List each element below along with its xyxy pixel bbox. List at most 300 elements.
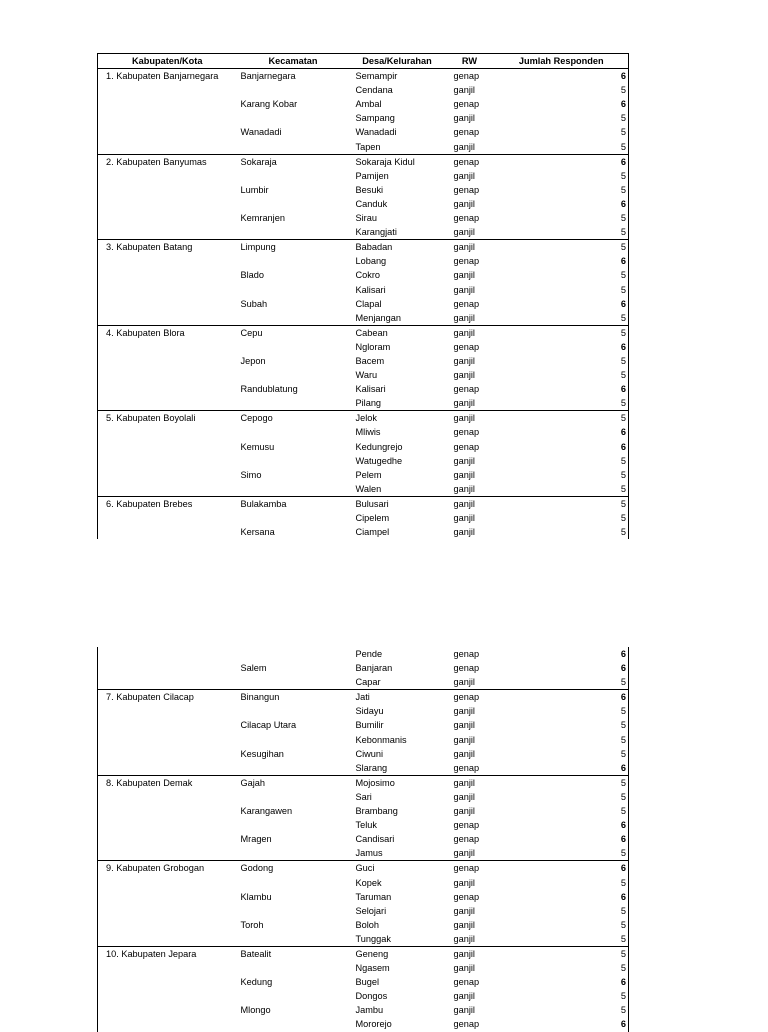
kabupaten-cell [98, 890, 237, 904]
kabupaten-cell [98, 340, 237, 354]
jumlah-responden-cell: 6 [495, 818, 629, 832]
desa-cell: Semampir [350, 69, 445, 84]
table-row [98, 675, 629, 690]
kecamatan-cell [237, 197, 350, 211]
desa-cell: Jati [350, 690, 445, 705]
kecamatan-cell: Gajah [237, 775, 350, 790]
kecamatan-cell: Kemusu [240, 441, 275, 452]
jumlah-responden-cell: 6 [495, 425, 629, 439]
table-row [98, 396, 629, 411]
jumlah-responden-cell: 5 [495, 240, 629, 255]
kecamatan-cell [237, 989, 350, 1003]
desa-cell: Cipelem [355, 513, 390, 523]
jumlah-responden-cell: 6 [495, 690, 629, 705]
rw-cell: genap [445, 154, 495, 169]
kabupaten-cell: 7. Kabupaten Cilacap [98, 690, 237, 705]
jumlah-responden-cell: 5 [495, 961, 629, 975]
table-row [98, 761, 629, 776]
desa-cell: Bumilir [355, 720, 384, 731]
desa-cell: Boloh [355, 919, 379, 930]
desa-cell: Guci [350, 861, 445, 876]
desa-cell: Kebonmanis [355, 734, 407, 745]
table-row [98, 904, 629, 918]
table-row [98, 482, 629, 497]
jumlah-responden-cell: 6 [495, 1017, 629, 1031]
kecamatan-cell [237, 761, 350, 776]
kabupaten-cell [98, 675, 237, 690]
table-row [98, 961, 629, 975]
jumlah-responden-cell: 5 [495, 946, 629, 961]
table-row [98, 125, 629, 139]
kecamatan-cell: Banjarnegara [237, 69, 350, 84]
rw-cell: ganjil [453, 905, 475, 916]
jumlah-responden-cell: 6 [495, 297, 629, 311]
kabupaten-cell: 2. Kabupaten Banyumas [98, 154, 237, 169]
desa-cell: Tunggak [355, 933, 391, 944]
rw-cell: ganjil [445, 496, 495, 511]
kecamatan-cell [237, 283, 350, 297]
header-desa: Desa/Kelurahan [350, 54, 445, 69]
rw-cell: ganjil [445, 240, 495, 255]
jumlah-responden-cell: 6 [495, 647, 629, 661]
table-row [98, 876, 629, 890]
kecamatan-cell: Blado [240, 270, 264, 281]
kabupaten-cell [98, 169, 237, 183]
kabupaten-cell [98, 961, 237, 975]
table-body-part-2 [98, 647, 629, 1032]
rw-cell: ganjil [453, 933, 475, 944]
rw-cell: genap [453, 256, 480, 267]
kabupaten-cell: 9. Kabupaten Grobogan [98, 861, 237, 876]
rw-cell: ganjil [453, 963, 475, 974]
rw-cell: ganjil [453, 677, 475, 688]
desa-cell: Bugel [355, 977, 379, 988]
table-row [98, 240, 629, 255]
rw-cell: genap [453, 1019, 480, 1030]
table-row [98, 1003, 629, 1017]
rw-cell: genap [453, 663, 480, 674]
kabupaten-cell [98, 647, 237, 661]
jumlah-responden-cell: 5 [495, 918, 629, 932]
kecamatan-cell [237, 818, 350, 832]
table-row [98, 804, 629, 818]
jumlah-responden-cell: 6 [495, 197, 629, 211]
rw-cell: genap [453, 977, 480, 988]
jumlah-responden-cell: 5 [495, 932, 629, 947]
jumlah-responden-cell: 5 [495, 525, 629, 539]
kabupaten-cell: 6. Kabupaten Brebes [98, 496, 237, 511]
jumlah-responden-cell: 5 [495, 675, 629, 690]
rw-cell: ganjil [453, 706, 475, 717]
table-row [98, 846, 629, 861]
kabupaten-cell [98, 111, 237, 125]
jumlah-responden-cell: 5 [495, 904, 629, 918]
kabupaten-cell [98, 718, 237, 732]
kecamatan-cell [237, 904, 350, 918]
table-row [98, 368, 629, 382]
jumlah-responden-cell: 5 [495, 704, 629, 718]
rw-cell: genap [453, 649, 480, 659]
desa-cell: Babadan [350, 240, 445, 255]
table-row [98, 254, 629, 268]
table-row [98, 647, 629, 661]
desa-cell: Mliwis [355, 427, 381, 438]
kabupaten-cell [98, 1003, 237, 1017]
desa-cell: Watugedhe [355, 455, 403, 466]
desa-cell: Ciwuni [355, 748, 384, 759]
kecamatan-cell [237, 254, 350, 268]
kabupaten-cell [98, 283, 237, 297]
kabupaten-cell [98, 790, 237, 804]
rw-cell: ganjil [445, 411, 495, 426]
rw-cell: ganjil [453, 734, 475, 745]
jumlah-responden-cell: 6 [495, 975, 629, 989]
table-row [98, 154, 629, 169]
rw-cell: genap [445, 690, 495, 705]
kecamatan-cell [237, 482, 350, 497]
rw-cell: ganjil [453, 370, 475, 381]
kecamatan-cell: Bulakamba [237, 496, 350, 511]
table-row [98, 325, 629, 340]
rw-cell: ganjil [453, 312, 475, 323]
kabupaten-cell [98, 733, 237, 747]
table-row [98, 511, 629, 525]
desa-cell: Taruman [355, 891, 392, 902]
kecamatan-cell [237, 368, 350, 382]
kabupaten-cell [98, 382, 237, 396]
rw-cell: genap [453, 762, 480, 773]
kecamatan-cell [237, 511, 350, 525]
kecamatan-cell [237, 704, 350, 718]
rw-cell: genap [453, 441, 480, 452]
kabupaten-cell: 4. Kabupaten Blora [98, 325, 237, 340]
table-row [98, 690, 629, 705]
kecamatan-cell: Subah [240, 298, 268, 309]
kabupaten-cell [98, 254, 237, 268]
rw-cell: ganjil [453, 1005, 475, 1016]
kecamatan-cell: Mragen [240, 834, 272, 845]
rw-cell: ganjil [453, 227, 475, 238]
kecamatan-cell: Mlongo [240, 1005, 271, 1016]
rw-cell: ganjil [453, 270, 475, 281]
kecamatan-cell: Klambu [240, 891, 272, 902]
kabupaten-cell [98, 268, 237, 282]
rw-cell: ganjil [453, 806, 475, 817]
rw-cell: ganjil [453, 284, 475, 295]
jumlah-responden-cell: 6 [495, 382, 629, 396]
kecamatan-cell [237, 733, 350, 747]
desa-cell: Pelem [355, 469, 382, 480]
table-row [98, 169, 629, 183]
kabupaten-cell [98, 511, 237, 525]
kabupaten-cell: 1. Kabupaten Banjarnegara [98, 69, 237, 84]
jumlah-responden-cell: 5 [495, 718, 629, 732]
kecamatan-cell [237, 169, 350, 183]
desa-cell: Ciampel [355, 527, 390, 538]
table-row [98, 946, 629, 961]
table-header-row [98, 54, 629, 69]
jumlah-responden-cell: 6 [495, 890, 629, 904]
kecamatan-cell: Sokaraja [237, 154, 350, 169]
kabupaten-cell: 5. Kabupaten Boyolali [98, 411, 237, 426]
kabupaten-cell [98, 989, 237, 1003]
jumlah-responden-cell: 5 [495, 496, 629, 511]
desa-cell: Kalisari [355, 384, 386, 395]
rw-cell: ganjil [453, 720, 475, 731]
jumlah-responden-cell: 6 [495, 661, 629, 675]
kabupaten-cell [98, 704, 237, 718]
jumlah-responden-cell: 5 [495, 775, 629, 790]
jumlah-responden-cell: 5 [495, 804, 629, 818]
desa-cell: Menjangan [355, 312, 401, 323]
jumlah-responden-cell: 5 [495, 225, 629, 240]
desa-cell: Jamus [355, 848, 383, 859]
table-row [98, 747, 629, 761]
desa-cell: Bulusari [350, 496, 445, 511]
kecamatan-cell: Salem [240, 663, 267, 674]
kabupaten-cell [98, 525, 237, 539]
jumlah-responden-cell: 5 [495, 83, 629, 97]
kabupaten-cell: 3. Kabupaten Batang [98, 240, 237, 255]
kabupaten-cell: 10. Kabupaten Jepara [98, 946, 237, 961]
kabupaten-cell [98, 354, 237, 368]
kecamatan-cell [237, 111, 350, 125]
rw-cell: ganjil [453, 141, 475, 152]
desa-cell: Teluk [355, 820, 377, 831]
rw-cell: ganjil [453, 991, 475, 1002]
jumlah-responden-cell: 5 [495, 283, 629, 297]
kecamatan-cell [237, 876, 350, 890]
kabupaten-cell [98, 468, 237, 482]
table-row [98, 818, 629, 832]
header-jumlah: Jumlah Responden [495, 54, 629, 69]
jumlah-responden-cell: 6 [495, 154, 629, 169]
table-row [98, 454, 629, 468]
table-row [98, 311, 629, 326]
jumlah-responden-cell: 5 [495, 125, 629, 139]
kecamatan-cell: Cepu [237, 325, 350, 340]
table-row [98, 496, 629, 511]
desa-cell: Slarang [355, 762, 388, 773]
jumlah-responden-cell: 5 [495, 211, 629, 225]
rw-cell: ganjil [453, 848, 475, 859]
table-row [98, 97, 629, 111]
kecamatan-cell [237, 846, 350, 861]
kecamatan-cell: Randublatung [240, 384, 298, 395]
jumlah-responden-cell: 5 [495, 183, 629, 197]
table-block-second [97, 647, 628, 1032]
jumlah-responden-cell: 5 [495, 140, 629, 155]
jumlah-responden-cell: 6 [495, 340, 629, 354]
kecamatan-cell: Godong [237, 861, 350, 876]
rw-cell: ganjil [445, 946, 495, 961]
jumlah-responden-cell: 5 [495, 511, 629, 525]
rw-cell: genap [445, 861, 495, 876]
rw-cell: ganjil [445, 775, 495, 790]
kecamatan-cell [237, 225, 350, 240]
kabupaten-cell [98, 368, 237, 382]
table-row [98, 411, 629, 426]
desa-cell: Waru [355, 370, 378, 381]
kabupaten-cell [98, 225, 237, 240]
table-row [98, 890, 629, 904]
kabupaten-cell [98, 425, 237, 439]
desa-cell: Canduk [355, 198, 388, 209]
desa-cell: Wanadadi [355, 127, 397, 138]
desa-cell: Jambu [355, 1005, 384, 1016]
kecamatan-cell [237, 675, 350, 690]
jumlah-responden-cell: 5 [495, 468, 629, 482]
rw-cell: genap [453, 213, 480, 224]
jumlah-responden-cell: 5 [495, 790, 629, 804]
desa-cell: Sirau [355, 213, 377, 224]
table-block-first [97, 53, 628, 539]
kecamatan-cell: Kemranjen [240, 213, 285, 224]
desa-cell: Karangjati [355, 227, 397, 238]
jumlah-responden-cell: 5 [495, 268, 629, 282]
desa-cell: Walen [355, 483, 382, 494]
kecamatan-cell [237, 425, 350, 439]
jumlah-responden-cell: 6 [495, 254, 629, 268]
desa-cell: Kedungrejo [355, 441, 403, 452]
rw-cell: genap [453, 184, 480, 195]
jumlah-responden-cell: 5 [495, 482, 629, 497]
kecamatan-cell [237, 932, 350, 947]
kecamatan-cell: Toroh [240, 919, 264, 930]
kabupaten-cell [98, 197, 237, 211]
rw-cell: genap [453, 891, 480, 902]
respondent-table-part-2 [97, 647, 629, 1032]
desa-cell: Cabean [350, 325, 445, 340]
jumlah-responden-cell: 5 [495, 454, 629, 468]
table-row [98, 183, 629, 197]
table-row [98, 861, 629, 876]
kabupaten-cell [98, 482, 237, 497]
jumlah-responden-cell: 5 [495, 169, 629, 183]
kecamatan-cell: Kersana [240, 527, 275, 538]
kecamatan-cell: Karang Kobar [240, 99, 298, 110]
rw-cell: ganjil [453, 527, 475, 538]
rw-cell: genap [453, 99, 480, 110]
kabupaten-cell [98, 904, 237, 918]
rw-cell: ganjil [453, 469, 475, 480]
kabupaten-cell [98, 97, 237, 111]
rw-cell: ganjil [453, 198, 475, 209]
jumlah-responden-cell: 5 [495, 876, 629, 890]
jumlah-responden-cell: 6 [495, 861, 629, 876]
rw-cell: ganjil [453, 791, 475, 802]
table-row [98, 775, 629, 790]
kecamatan-cell [237, 790, 350, 804]
rw-cell: ganjil [453, 919, 475, 930]
kecamatan-cell [237, 647, 350, 661]
kabupaten-cell [98, 83, 237, 97]
rw-cell: ganjil [453, 398, 475, 409]
kecamatan-cell: Kedung [240, 977, 273, 988]
kabupaten-cell [98, 832, 237, 846]
table-row [98, 425, 629, 439]
rw-cell: genap [453, 384, 480, 395]
desa-cell: Ngloram [355, 341, 391, 352]
desa-cell: Clapal [355, 298, 382, 309]
table-row [98, 733, 629, 747]
kabupaten-cell: 8. Kabupaten Demak [98, 775, 237, 790]
desa-cell: Capar [355, 677, 381, 688]
table-row [98, 440, 629, 454]
kabupaten-cell [98, 747, 237, 761]
kabupaten-cell [98, 297, 237, 311]
kabupaten-cell [98, 932, 237, 947]
desa-cell: Banjaran [355, 663, 393, 674]
kabupaten-cell [98, 396, 237, 411]
desa-cell: Kopek [355, 877, 382, 888]
desa-cell: Candisari [355, 834, 395, 845]
kabupaten-cell [98, 1017, 237, 1031]
jumlah-responden-cell: 5 [495, 411, 629, 426]
desa-cell: Cendana [355, 85, 393, 96]
rw-cell: genap [453, 127, 480, 138]
table-row [98, 340, 629, 354]
desa-cell: Sampang [355, 113, 395, 124]
rw-cell: genap [453, 298, 480, 309]
kecamatan-cell: Binangun [237, 690, 350, 705]
table-body-part-1 [98, 69, 629, 540]
kecamatan-cell: Limpung [237, 240, 350, 255]
kecamatan-cell [237, 140, 350, 155]
table-row [98, 932, 629, 947]
desa-cell: Tapen [355, 141, 381, 152]
kabupaten-cell [98, 876, 237, 890]
kabupaten-cell [98, 661, 237, 675]
table-row [98, 1017, 629, 1031]
kecamatan-cell: Wanadadi [240, 127, 282, 138]
desa-cell: Geneng [350, 946, 445, 961]
jumlah-responden-cell: 5 [495, 747, 629, 761]
kecamatan-cell [237, 396, 350, 411]
desa-cell: Brambang [355, 806, 398, 817]
kabupaten-cell [98, 804, 237, 818]
rw-cell: ganjil [453, 748, 475, 759]
kecamatan-cell: Lumbir [240, 184, 269, 195]
rw-cell: ganjil [453, 513, 475, 523]
kecamatan-cell: Batealit [237, 946, 350, 961]
kabupaten-cell [98, 975, 237, 989]
kabupaten-cell [98, 140, 237, 155]
desa-cell: Cokro [355, 270, 381, 281]
jumlah-responden-cell: 5 [495, 354, 629, 368]
table-row [98, 382, 629, 396]
jumlah-responden-cell: 5 [495, 111, 629, 125]
table-row [98, 197, 629, 211]
kecamatan-cell: Simo [240, 469, 262, 480]
desa-cell: Mojosimo [350, 775, 445, 790]
table-row [98, 718, 629, 732]
rw-cell: genap [453, 427, 480, 438]
rw-cell: ganjil [453, 113, 475, 124]
kabupaten-cell [98, 311, 237, 326]
rw-cell: ganjil [453, 170, 475, 181]
table-row [98, 111, 629, 125]
rw-cell: ganjil [453, 455, 475, 466]
table-row [98, 975, 629, 989]
rw-cell: genap [445, 69, 495, 84]
jumlah-responden-cell: 5 [495, 846, 629, 861]
rw-cell: ganjil [453, 85, 475, 96]
table-row [98, 283, 629, 297]
table-row [98, 989, 629, 1003]
table-row [98, 268, 629, 282]
table-row [98, 661, 629, 675]
